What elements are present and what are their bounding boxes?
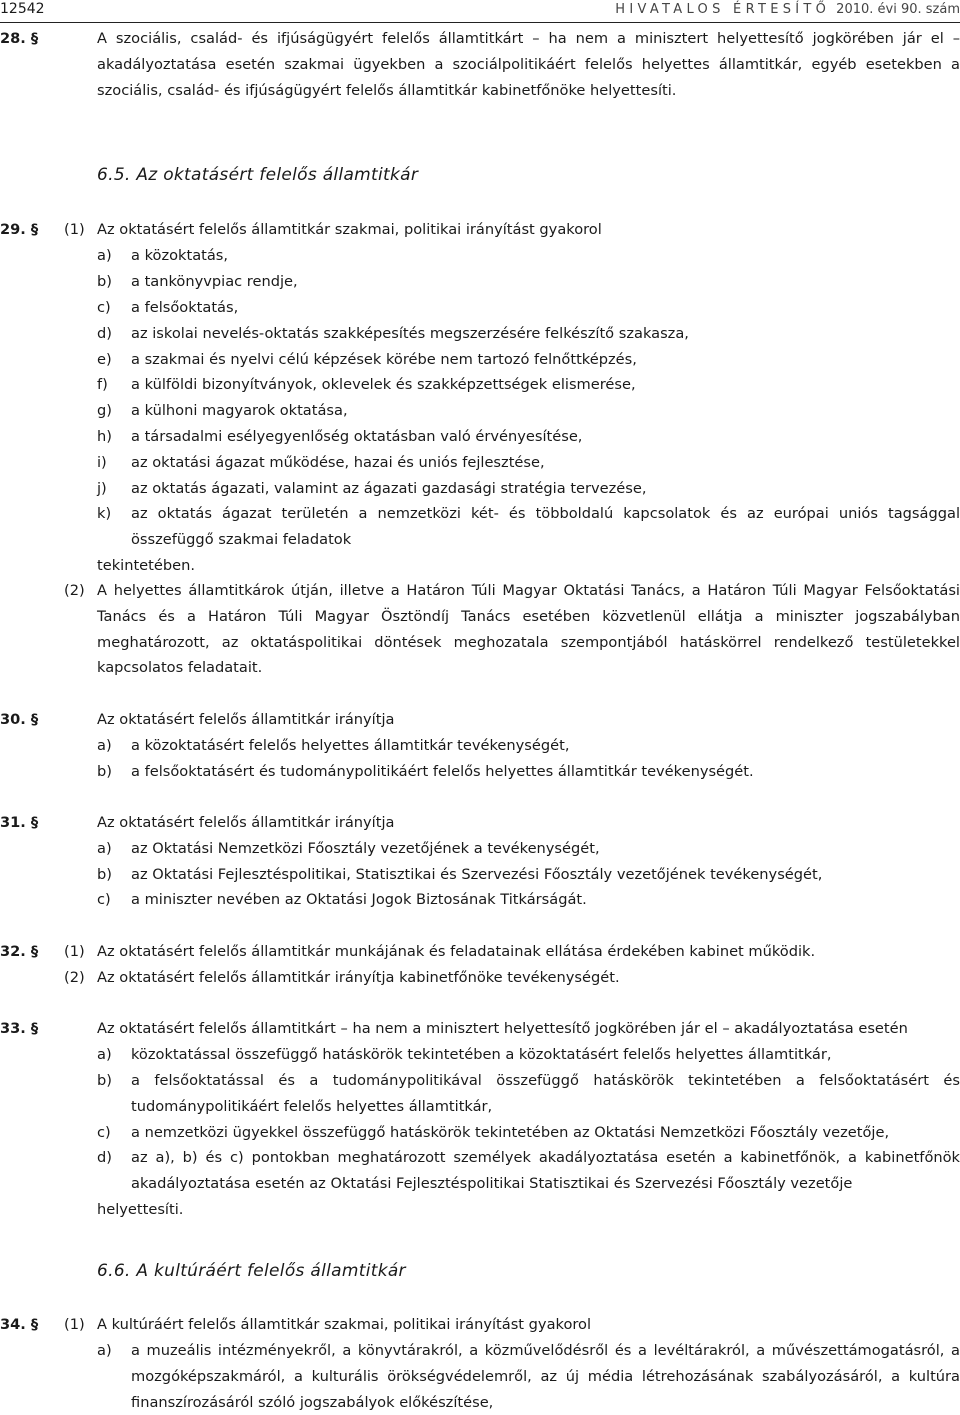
journal-title: HIVATALOS ÉRTESÍTŐ (615, 2, 831, 17)
section-number: 34. § (0, 1316, 39, 1333)
header-right (615, 0, 960, 23)
paragraph-number: (2) (64, 969, 85, 986)
paragraph-number: (1) (64, 221, 85, 238)
section-intro: Az oktatásért felelős államtitkár irányítja (97, 814, 395, 831)
paragraph-number: (1) (64, 1316, 85, 1333)
section-number: 28. § (0, 30, 39, 47)
section-number: 33. § (0, 1020, 39, 1037)
section-intro: Az oktatásért felelős államtitkárt – ha nem a minisztert helyettesítő jogkörében jár el – akadályoztatása esetén (97, 1020, 908, 1037)
paragraph-text: Az oktatásért felelős államtitkár irányítja kabinetfőnöke tevékenységét. (97, 969, 620, 986)
page-number: 12542 (0, 1, 45, 17)
section-number: 31. § (0, 814, 39, 831)
header-rule (0, 22, 960, 23)
paragraph-intro: A kultúráért felelős államtitkár szakmai, politikai irányítást gyakorol (97, 1316, 592, 1333)
paragraph-number: (1) (64, 943, 85, 960)
paragraph-intro: Az oktatásért felelős államtitkár szakmai, politikai irányítást gyakorol (97, 221, 602, 238)
paragraph-number: (2) (64, 582, 85, 599)
section-number: 30. § (0, 711, 39, 728)
issue-number: 2010. évi 90. szám (836, 2, 960, 17)
section-number: 29. § (0, 221, 39, 238)
page-header (0, 0, 960, 22)
paragraph-text: Az oktatásért felelős államtitkár munkájának és feladatainak ellátása érdekében kabinet működik. (97, 943, 816, 960)
section-intro: Az oktatásért felelős államtitkár irányítja (97, 711, 395, 728)
paragraph-text: A helyettes államtitkárok útján, illetve a Határon Túli Magyar Oktatási Tanács, a Határon Túli Magyar Felsőoktatási Tanács és a Határon Túli Magyar Ösztöndíj Tanács esetében közvetlenül ellátja a miniszter jogszabályban meghatározott, az oktatáspolitikai döntések meghozatala szempontjából hatáskörrel rendelkező testületekkel kapcsolatos feladatait. (97, 582, 960, 677)
heading-6-5: 6.5. Az oktatásért felelős államtitkár (97, 165, 419, 185)
heading-6-6: 6.6. A kultúráért felelős államtitkár (97, 1261, 406, 1281)
section-number: 32. § (0, 943, 39, 960)
section-text: A szociális, család- és ifjúságügyért felelős államtitkárt – ha nem a minisztert helyettesítő jogkörében jár el – akadályoztatása esetén szakmai ügyekben a szociálpolitikáért felelős helyettes államtitkár, egyéb esetekben a szociális, család- és ifjúságügyért felelős államtitkár kabinetfőnöke helyettesíti. (97, 30, 960, 99)
